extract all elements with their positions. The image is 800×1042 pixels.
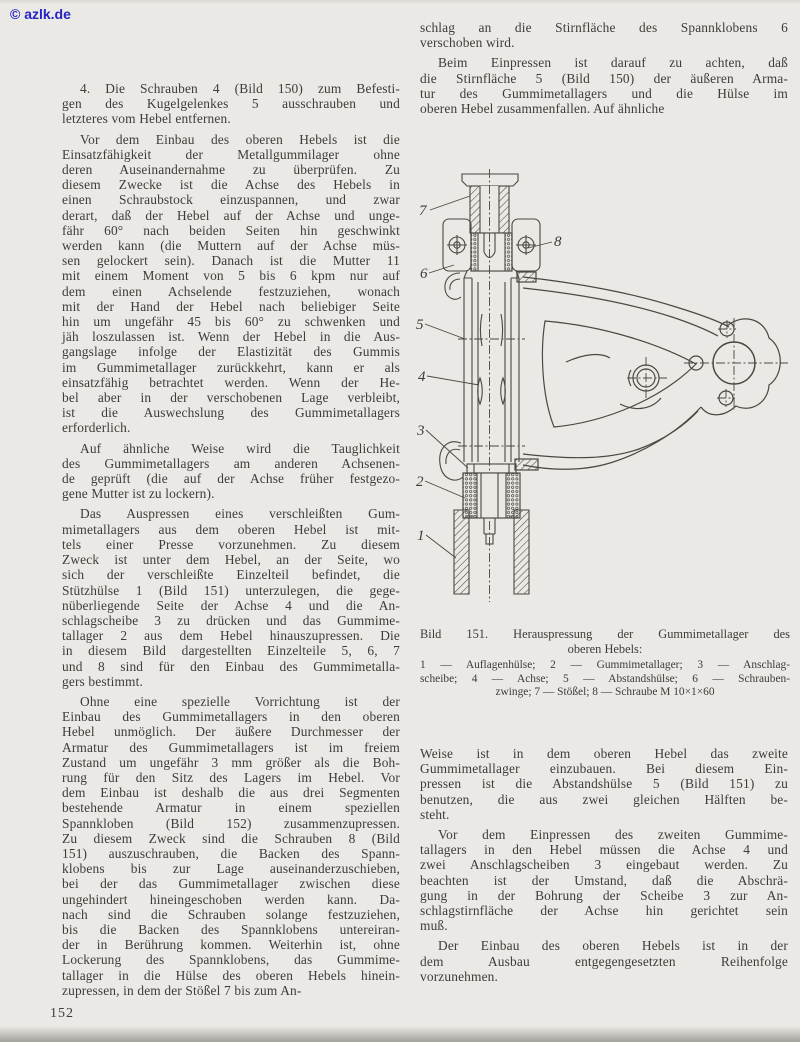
- paragraph: [420, 827, 788, 933]
- text-line: derart, daß der Hebel auf der Achse und unge-: [62, 207, 400, 223]
- text-line: zupressen, in dem der Stößel 7 bis zum An-: [62, 982, 302, 998]
- figure-label-1: 1: [417, 528, 425, 544]
- text-line: Vor dem Einpressen des zweiten Gummime-: [438, 827, 788, 843]
- text-line: dem einen Achselende festzuziehen, wonach: [62, 283, 400, 299]
- text-line: im Gummimetallager zurückkehrt, kann er als: [62, 359, 400, 375]
- text-line: fähr 60° nach beiden Seiten hin geschwinkt: [62, 222, 400, 238]
- text-line: jäh loszulassen ist. Wenn der Hebel in die Aus-: [62, 329, 400, 345]
- text-line: Weise ist in dem oberen Hebel das zweite: [420, 746, 788, 761]
- paragraph: [62, 81, 400, 127]
- figure-label-4: 4: [418, 369, 426, 385]
- anschlagscheibe-drawing: [467, 464, 516, 473]
- text-line: letzteres vom Hebel entfernen.: [62, 111, 231, 127]
- text-line: mimetallagers aus dem oberen Hebel ist mit-: [62, 521, 400, 537]
- figure-caption-line2: oberen Hebels:: [567, 641, 643, 656]
- text-line: vorzunehmen.: [420, 968, 499, 984]
- text-line: die Stirnfläche 5 (Bild 150) der äußeren Arma-: [420, 70, 788, 86]
- achse-drawing: [478, 282, 506, 462]
- paragraph: [62, 506, 400, 688]
- auflagenhuelse-drawing: [454, 510, 529, 594]
- text-line: in diesem Bild dargestellten Einzelteile 5, 6, 7: [62, 643, 400, 659]
- text-line: rung für den Sitz des Lagers im Hebel. Vor: [62, 769, 400, 785]
- paragraph: [62, 441, 400, 502]
- text-line: muß.: [420, 918, 448, 934]
- figure-caption: [420, 627, 790, 700]
- text-line: verschoben wird.: [420, 35, 515, 51]
- figure-legend: [420, 659, 790, 700]
- text-line: Beim Einpressen ist darauf zu achten, daß: [438, 55, 788, 71]
- text-line: gers bestimmt.: [62, 673, 143, 689]
- center-lines: [627, 318, 788, 410]
- figure-legend-line: 1 — Auflagenhülse; 2 — Gummimetallager; 3 — Anschlag-: [420, 659, 790, 671]
- text-line: Vor dem Einbau des oberen Hebels ist die: [80, 131, 400, 147]
- figure-legend-line: scheibe; 4 — Achse; 5 — Abstandshülse; 6 — Schrauben-: [420, 672, 790, 685]
- text-line: tallager 2 aus dem Hebel hinauszupressen. Die: [62, 628, 400, 644]
- text-line: gung in der Bohrung der Scheibe 3 zur An-: [420, 887, 788, 903]
- text-line: benutzen, die aus zwei gleichen Hälften be-: [420, 791, 788, 807]
- text-line: nüberliegende Seite der Achse 4 und die An-: [62, 597, 400, 613]
- text-line: Der Einbau des oberen Hebels ist in der: [438, 938, 788, 954]
- press-out-bearing-diagram: [414, 166, 800, 624]
- right-column-top: [420, 20, 788, 116]
- text-line: werden kann (die Muttern auf der Achse müs-: [62, 238, 400, 254]
- paragraph: [420, 746, 788, 822]
- text-line: schlagstirnfläche der Achse hin gerichtet sein: [420, 903, 788, 919]
- figure-legend-line: zwinge; 7 — Stößel; 8 — Schraube M 10×1×60: [495, 686, 715, 699]
- watermark: © azlk.de: [10, 6, 71, 22]
- text-line: gangslage infolge der Elastizität des Gummis: [62, 344, 400, 360]
- text-line: Zu diesem Zweck sind die Schrauben 8 (Bild: [62, 830, 400, 846]
- text-line: pressen ist die Abstandshülse 5 (Bild 151) zu: [420, 776, 788, 792]
- text-line: tels einer Presse vorzunehmen. Zu diesem: [62, 536, 400, 552]
- text-line: des Gummimetallagers am anderen Achsenen-: [62, 455, 400, 471]
- paragraph: [420, 938, 788, 984]
- text-line: und 8 sind für den Einbau des Gummimetalla-: [62, 658, 400, 674]
- text-line: diesem Zwecke ist die Achse des Hebels in: [62, 177, 400, 193]
- figure-label-3: 3: [417, 423, 425, 439]
- text-line: bel aber in der verschobenen Lage verbleibt,: [62, 390, 400, 406]
- text-line: hin um ungefähr 45 bis 60° zu schwenken und: [62, 314, 400, 330]
- figure-label-7: 7: [419, 203, 427, 219]
- text-line: gen des Kugelgelenkes 5 ausschrauben und: [62, 96, 400, 112]
- text-line: ungehindert hineingeschoben werden kann. Da-: [62, 891, 400, 907]
- clamped-bearing-drawing: [471, 233, 512, 271]
- text-line: oberen Hebel zusammenfallen. Auf ähnliche: [420, 101, 665, 117]
- figure-label-6: 6: [420, 266, 428, 282]
- text-line: schlagscheibe 3 zu drücken und das Gummime-: [62, 612, 400, 628]
- text-line: Zustand um ungefähr 3 mm größer als die Boh-: [62, 754, 400, 770]
- text-line: einsatzfähig betrachtet werden. Wenn der He-: [62, 374, 400, 390]
- text-line: tallager in die Hülse des oberen Hebels hinein-: [62, 967, 400, 983]
- text-line: zwei Anschlagscheiben 3 eingebaut werden. Zu: [420, 857, 788, 873]
- text-line: Armatur des Gummimetallagers ist im freiem: [62, 739, 400, 755]
- scan-edge-bottom: [0, 1026, 800, 1042]
- abstandshuelse-drawing: [464, 271, 519, 462]
- text-line: Lockerung des Spannklobens, das Gummime-: [62, 952, 400, 968]
- left-column: [62, 81, 400, 998]
- figure-label-5: 5: [416, 317, 424, 333]
- text-line: Hebel unmöglich. Der äußere Durchmesser der: [62, 724, 400, 740]
- text-line: tallagers in den Hebel müssen die Achse 4 und: [420, 842, 788, 858]
- text-line: Ohne eine spezielle Vorrichtung ist der: [80, 693, 400, 709]
- text-line: bestehende Armatur in einem speziellen: [62, 800, 400, 816]
- text-line: Gummimetallager einzubauen. Bei diesem Ein-: [420, 761, 788, 777]
- right-column-bottom: [420, 746, 788, 984]
- text-line: tur des Gummimetallagers und die Hülse im: [420, 85, 788, 101]
- text-line: erforderlich.: [62, 420, 131, 436]
- text-line: ist die Auswechslung des Gummimetallagers: [62, 405, 400, 421]
- text-line: bis die Backen des Spannklobens untereiran-: [62, 921, 400, 937]
- figure-label-2: 2: [416, 474, 424, 490]
- text-line: nach sind die Schrauben solange festzuziehen,: [62, 906, 400, 922]
- text-line: Einsatzfähigkeit der Metallgummilager ohne: [62, 146, 400, 162]
- text-line: schlag an die Stirnfläche des Spannklobens 6: [420, 20, 788, 35]
- text-line: dem Einbau ist deshalb die aus drei Segmenten: [62, 785, 400, 801]
- text-line: bei der das Gummimetallager zwischen diese: [62, 876, 400, 892]
- upper-hook-drawing: [445, 273, 461, 299]
- text-line: Das Auspressen eines verschleißten Gum-: [80, 506, 400, 522]
- paragraph: [62, 132, 400, 436]
- text-line: dem Ausbau entgegengesetzten Reihenfolge: [420, 953, 788, 969]
- text-line: de geprüft (die auf der Achse früher festgezo-: [62, 471, 400, 487]
- figure-bild-151: [414, 166, 800, 624]
- text-line: der in Berührung kommen. Weiterhin ist, ohne: [62, 937, 400, 953]
- text-line: sich der verschleißte Einzelteil befindet, die: [62, 567, 400, 583]
- lower-hook-drawing: [440, 442, 463, 480]
- paragraph: [420, 55, 788, 116]
- text-line: Spannkloben (Bild 152) zusammenzupressen.: [62, 815, 400, 831]
- text-line: Stützhülse 1 (Bild 151) unterzulegen, die gege-: [62, 582, 400, 598]
- text-line: deren Auseinandernahme zu überprüfen. Zu: [62, 162, 400, 178]
- press-column-drawing: [440, 169, 540, 602]
- text-line: klobens bis zur Lage auseinanderzuschieben,: [62, 861, 400, 877]
- text-line: gene Mutter ist zu lockern).: [62, 486, 215, 502]
- upper-arm-drawing: [515, 272, 788, 470]
- text-line: steht.: [420, 806, 450, 822]
- text-line: Zweck ist unter dem Hebel, an der Seite, wo: [62, 552, 400, 568]
- text-line: mit der Hand der Hebel nach beliebiger Seite: [62, 298, 400, 314]
- paragraph: [420, 20, 788, 50]
- text-line: mit einem Moment von 5 bis 6 kpm nur auf: [62, 268, 400, 284]
- text-line: Auf ähnliche Weise wird die Tauglichkeit: [80, 440, 400, 456]
- figure-caption-line1: Bild 151. Herauspressung der Gummimetallager des: [420, 627, 790, 641]
- text-line: 4. Die Schrauben 4 (Bild 150) zum Befesti-: [80, 81, 400, 96]
- paragraph: [62, 694, 400, 998]
- page-number: 152: [50, 1006, 74, 1021]
- text-line: einen Schraubstock einzuspannen, und zwar: [62, 192, 400, 208]
- text-line: 151) auszuschrauben, die Backen des Spann-: [62, 845, 400, 861]
- text-line: Einbau des Gummimetallagers in den oberen: [62, 709, 400, 725]
- figure-label-8: 8: [554, 234, 562, 250]
- scan-edge-top: [0, 0, 800, 4]
- text-line: sen gelockert sein). Danach ist die Mutter 11: [62, 253, 400, 269]
- gummimetallager-drawing: [463, 473, 520, 544]
- text-line: beachten ist der Umstand, daß die Abschrä-: [420, 872, 788, 888]
